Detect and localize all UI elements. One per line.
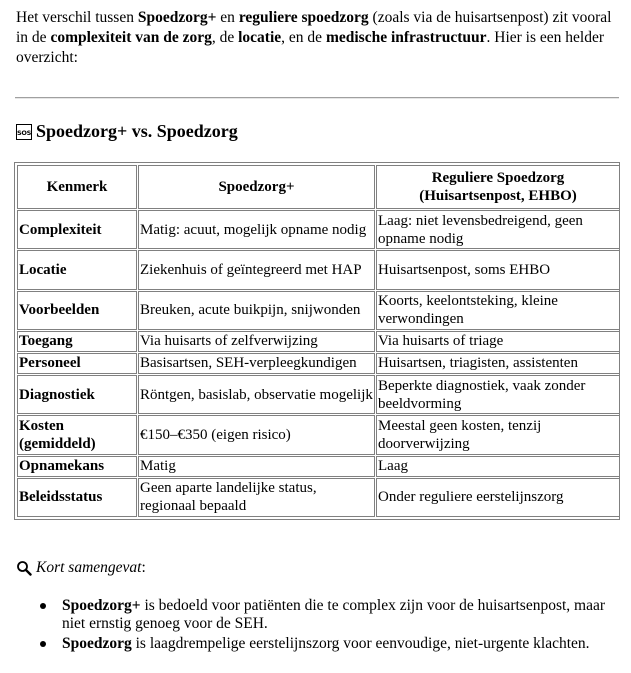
table-row (17, 291, 620, 330)
bullet-dot (40, 641, 46, 647)
intro-text: en (216, 9, 239, 26)
table-row (17, 331, 620, 352)
table-cell-kenmerk: Opnamekans (17, 456, 137, 477)
intro-text: Het verschil tussen (16, 9, 138, 26)
column-header-spoedzorgplus: Spoedzorg+ (138, 165, 375, 209)
table-cell-reguliere: Via huisarts of triage (376, 331, 620, 352)
intro-paragraph (16, 8, 621, 68)
list-item-bold: Spoedzorg+ (62, 597, 141, 614)
table-cell-text: Huisartsen, triagisten, assistenten (378, 355, 578, 372)
table-cell-kenmerk: Beleidsstatus (17, 478, 137, 517)
table-cell-reguliere: Koorts, keelontsteking, kleine verwondingen (376, 291, 620, 330)
table-row (17, 456, 620, 477)
intro-text: . Hier is een helder overzicht: (16, 29, 605, 66)
table-cell-kenmerk: Personeel (17, 353, 137, 374)
comparison-table (16, 164, 621, 518)
table-row (17, 375, 620, 414)
intro-bold-spoedzorgplus: Spoedzorg+ (137, 9, 217, 26)
horizontal-rule (15, 97, 619, 99)
section-heading (16, 121, 238, 142)
list-item (16, 635, 621, 653)
table-header-row (17, 165, 620, 209)
intro-text: , en de (281, 29, 326, 46)
comparison-table-wrapper (14, 162, 620, 520)
intro-bold-infrastructuur: medische infrastructuur (325, 29, 487, 46)
table-cell-spoedzorgplus: Matig (138, 456, 375, 477)
summary-colon: : (141, 559, 146, 576)
table-cell-kenmerk: Locatie (17, 250, 137, 289)
table-cell-kenmerk: Kosten (gemiddeld) (17, 415, 137, 454)
table-row (17, 210, 620, 249)
table-row (17, 478, 620, 517)
table-cell-spoedzorgplus: Breuken, acute buikpijn, snijwonden (138, 291, 375, 330)
table-cell-spoedzorgplus: Ziekenhuis of geïntegreerd met HAP (138, 250, 375, 289)
table-cell-reguliere: Beperkte diagnostiek, vaak zonder beeldvorming (376, 375, 620, 414)
table-cell-reguliere: Huisartsenpost, soms EHBO (376, 250, 620, 289)
table-row (17, 415, 620, 454)
list-item-text: is bedoeld voor patiënten die te complex zijn voor de huisartsenpost, maar niet ernstig genoeg voor de SEH. (62, 597, 606, 632)
intro-bold-locatie: locatie (238, 29, 282, 46)
list-item (16, 597, 621, 633)
column-header-reguliere-spoedzorg: Reguliere Spoedzorg (Huisartsenpost, EHBO) (376, 165, 620, 209)
intro-bold-reguliere-spoedzorg: reguliere spoedzorg (238, 9, 369, 26)
sos-icon: SOS (16, 124, 32, 140)
table-row (17, 353, 620, 374)
magnifying-glass-icon (16, 560, 32, 576)
table-cell-reguliere (376, 353, 620, 374)
table-cell-spoedzorgplus: Basisartsen, SEH-verpleegkundigen (138, 353, 375, 374)
table-row (17, 250, 620, 289)
bullet-dot (40, 603, 46, 609)
table-cell-spoedzorgplus: Röntgen, basislab, observatie mogelijk (138, 375, 375, 414)
table-cell-reguliere: Onder reguliere eerstelijnszorg (376, 478, 620, 517)
table-cell-reguliere: Meestal geen kosten, tenzij doorverwijzing (376, 415, 620, 454)
table-cell-kenmerk: Voorbeelden (17, 291, 137, 330)
table-cell-spoedzorgplus: €150–€350 (eigen risico) (138, 415, 375, 454)
table-cell-kenmerk: Complexiteit (17, 210, 137, 249)
list-item-bold: Spoedzorg (62, 635, 132, 652)
table-cell-kenmerk: Toegang (17, 331, 137, 352)
table-cell-spoedzorgplus: Via huisarts of zelfverwijzing (138, 331, 375, 352)
summary-line (16, 558, 146, 578)
table-cell-spoedzorgplus: Geen aparte landelijke status, regionaal bepaald (138, 478, 375, 517)
table-cell-reguliere: Laag: niet levensbedreigend, geen opname nodig (376, 210, 620, 249)
table-cell-reguliere: Laag (376, 456, 620, 477)
summary-list (16, 597, 621, 655)
table-cell-kenmerk: Diagnostiek (17, 375, 137, 414)
list-item-text: is laagdrempelige eerstelijnszorg voor eenvoudige, niet-urgente klachten. (131, 635, 590, 652)
column-header-kenmerk: Kenmerk (17, 165, 137, 209)
intro-text: (zoals via de huisartsenpost) zit vooral in de (16, 9, 612, 46)
intro-text: , de (211, 29, 239, 46)
intro-bold-complexiteit: complexiteit van de zorg (50, 29, 212, 46)
summary-label: Kort samengevat (36, 559, 142, 576)
section-heading-title: Spoedzorg+ vs. Spoedzorg (36, 121, 238, 141)
table-cell-spoedzorgplus: Matig: acuut, mogelijk opname nodig (138, 210, 375, 249)
